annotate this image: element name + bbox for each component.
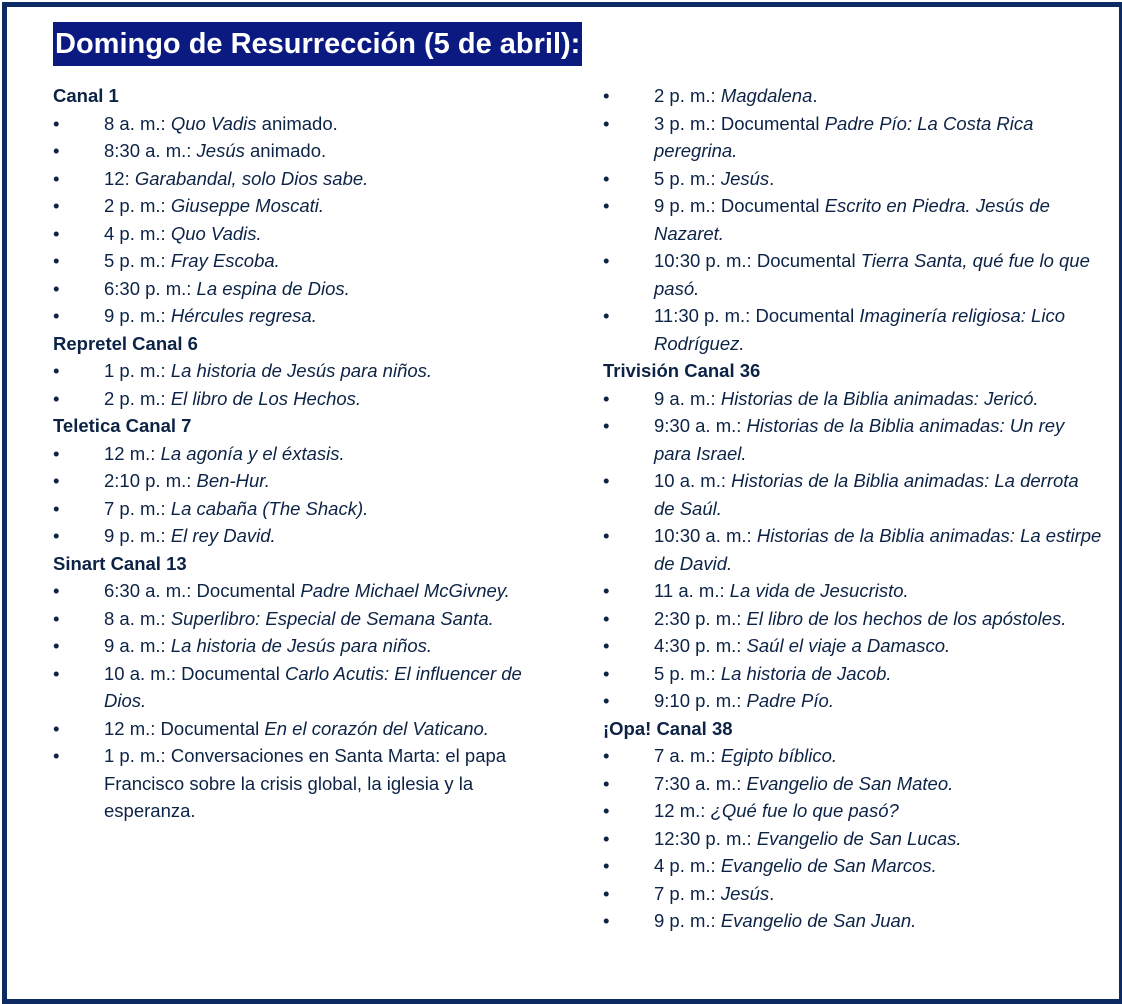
- program-title: En el corazón del Vaticano.: [264, 717, 489, 739]
- schedule-item: [603, 522, 1103, 577]
- schedule-item: [603, 110, 1103, 165]
- schedule-time: 12 m.:: [104, 442, 161, 464]
- schedule-item: [603, 632, 1103, 660]
- program-title: Imaginería religiosa: Lico Rodríguez.: [654, 305, 1065, 354]
- schedule-item: [53, 605, 543, 633]
- schedule-item: [603, 907, 1103, 935]
- bullet-icon: •: [603, 855, 610, 876]
- bullet-icon: •: [603, 167, 610, 189]
- bullet-icon: •: [603, 662, 610, 684]
- program-title: Jesús: [720, 167, 770, 189]
- schedule-item: [53, 715, 543, 743]
- schedule-item: [53, 660, 543, 715]
- bullet-icon: •: [53, 745, 60, 766]
- schedule-time: 7:30 a. m.:: [654, 772, 747, 794]
- program-suffix: .: [769, 882, 775, 904]
- schedule-time: 5 p. m.:: [654, 662, 721, 684]
- schedule-time: 5 p. m.:: [104, 250, 171, 271]
- schedule-time: 9 p. m.:: [104, 525, 171, 546]
- bullet-icon: •: [53, 662, 60, 684]
- channel-section: [603, 82, 1103, 357]
- schedule-time: 2 p. m.:: [104, 195, 171, 216]
- schedule-time: 2 p. m.:: [654, 85, 721, 106]
- schedule-time: 10 a. m.:: [654, 470, 732, 491]
- program-title: Superlibro: Especial de Semana Santa.: [170, 607, 494, 629]
- bullet-icon: •: [53, 195, 60, 216]
- schedule-time: 6:30 p. m.:: [104, 277, 197, 299]
- bullet-icon: •: [603, 195, 610, 216]
- page-title: Domingo de Resurrección (5 de abril):: [53, 22, 582, 66]
- program-title: La cabaña (The Shack).: [170, 497, 369, 519]
- schedule-time: 7 p. m.:: [104, 497, 171, 519]
- bullet-icon: •: [53, 525, 60, 546]
- schedule-item: [603, 302, 1103, 357]
- bullet-icon: •: [53, 167, 60, 189]
- program-title: El libro de los hechos de los apóstoles.: [746, 607, 1067, 629]
- schedule-item: [603, 192, 1103, 247]
- schedule-item: [603, 605, 1103, 633]
- schedule-time: 2:30 p. m.:: [654, 607, 747, 629]
- schedule-time: 3 p. m.: Documental: [654, 112, 825, 134]
- schedule-time: 9:30 a. m.:: [654, 415, 747, 436]
- bullet-icon: •: [53, 635, 60, 656]
- channel-section: [53, 330, 543, 413]
- bullet-icon: •: [603, 112, 610, 134]
- bullet-icon: •: [603, 772, 610, 794]
- channel-section: [603, 715, 1103, 935]
- program-title: Magdalena: [720, 85, 813, 106]
- schedule-time: 1 p. m.:: [104, 360, 171, 381]
- schedule-item: [53, 577, 543, 605]
- program-title: Tierra Santa, qué fue lo que pasó.: [654, 250, 1090, 299]
- schedule-item: [603, 880, 1103, 908]
- program-title: La agonía y el éxtasis.: [160, 442, 345, 464]
- bullet-icon: •: [53, 250, 60, 271]
- program-suffix: .: [769, 167, 775, 189]
- schedule-item: [53, 165, 543, 193]
- bullet-icon: •: [53, 140, 60, 161]
- bullet-icon: •: [603, 305, 610, 326]
- schedule-time: 9 a. m.:: [654, 387, 721, 409]
- program-title: Historias de la Biblia animadas: La estirpe de David.: [654, 525, 1102, 574]
- schedule-item: [603, 742, 1103, 770]
- program-title: La historia de Jesús para niños.: [170, 635, 433, 656]
- schedule-time: 8 a. m.:: [104, 112, 171, 134]
- program-title: Saúl el viaje a Damasco.: [746, 635, 951, 656]
- schedule-item: [53, 632, 543, 660]
- program-title: Historias de la Biblia animadas: Jericó.: [720, 387, 1039, 409]
- bullet-icon: •: [603, 580, 610, 601]
- schedule-item: [603, 770, 1103, 798]
- schedule-item: [603, 82, 1103, 110]
- program-suffix: animado.: [256, 112, 338, 134]
- bullet-icon: •: [603, 85, 610, 106]
- bullet-icon: •: [603, 470, 610, 491]
- schedule-item: [603, 825, 1103, 853]
- bullet-icon: •: [53, 470, 60, 491]
- schedule-time: 10:30 p. m.: Documental: [654, 250, 861, 271]
- schedule-time: 12:30 p. m.:: [654, 827, 757, 849]
- schedule-time: 1 p. m.: Conversaciones en Santa Marta: el papa Francisco sobre la crisis global, la iglesia y la esperanza.: [104, 745, 507, 821]
- bullet-icon: •: [53, 305, 60, 326]
- schedule-item: [53, 357, 543, 385]
- schedule-time: 8 a. m.:: [104, 607, 171, 629]
- bullet-icon: •: [603, 800, 610, 821]
- program-suffix: animado.: [244, 140, 327, 161]
- channel-heading: Canal 1: [53, 85, 119, 106]
- channel-section: [53, 82, 543, 330]
- schedule-item: [603, 467, 1103, 522]
- schedule-item: [53, 110, 543, 138]
- schedule-item: [603, 687, 1103, 715]
- schedule-time: 2:10 p. m.:: [104, 470, 197, 491]
- schedule-item: [53, 192, 543, 220]
- bullet-icon: •: [603, 635, 610, 656]
- schedule-item: [603, 797, 1103, 825]
- schedule-time: 9 p. m.: Documental: [654, 195, 825, 216]
- schedule-time: 8:30 a. m.:: [104, 140, 197, 161]
- program-title: Evangelio de San Mateo.: [746, 772, 954, 794]
- bullet-icon: •: [603, 387, 610, 409]
- schedule-item: [53, 137, 543, 165]
- schedule-time: 11 a. m.:: [654, 580, 730, 601]
- program-title: Fray Escoba.: [170, 250, 280, 271]
- schedule-time: 12:: [104, 167, 135, 189]
- bullet-icon: •: [53, 497, 60, 519]
- bullet-icon: •: [53, 387, 60, 409]
- program-title: Padre Pío: La Costa Rica peregrina.: [654, 112, 1034, 161]
- program-title: La espina de Dios.: [196, 277, 350, 299]
- schedule-item: [53, 742, 543, 825]
- bullet-icon: •: [53, 717, 60, 739]
- program-title: ¿Qué fue lo que pasó?: [710, 800, 899, 821]
- schedule-time: 4:30 p. m.:: [654, 635, 747, 656]
- bullet-icon: •: [53, 442, 60, 464]
- channel-section: [53, 550, 543, 825]
- schedule-time: 11:30 p. m.: Documental: [654, 305, 860, 326]
- schedule-time: 5 p. m.:: [654, 167, 721, 189]
- schedule-time: 9:10 p. m.:: [654, 690, 747, 711]
- schedule-time: 12 m.: Documental: [104, 717, 265, 739]
- program-title: Evangelio de San Juan.: [720, 910, 917, 931]
- schedule-item: [53, 220, 543, 248]
- schedule-item: [53, 275, 543, 303]
- schedule-item: [53, 522, 543, 550]
- schedule-item: [53, 302, 543, 330]
- schedule-time: 4 p. m.:: [654, 855, 721, 876]
- program-title: Hércules regresa.: [170, 305, 317, 326]
- program-title: Garabandal, solo Dios sabe.: [134, 167, 369, 189]
- schedule-item: [53, 495, 543, 523]
- bullet-icon: •: [603, 690, 610, 711]
- program-title: Evangelio de San Lucas.: [756, 827, 962, 849]
- program-title: El rey David.: [170, 525, 276, 546]
- channel-heading: Sinart Canal 13: [53, 552, 187, 574]
- schedule-time: 2 p. m.:: [104, 387, 171, 409]
- program-title: Jesús: [196, 140, 245, 161]
- bullet-icon: •: [603, 250, 610, 271]
- channel-heading: Teletica Canal 7: [53, 415, 192, 436]
- schedule-time: 10:30 a. m.:: [654, 525, 757, 546]
- bullet-icon: •: [53, 360, 60, 381]
- program-title: Quo Vadis: [170, 112, 257, 134]
- bullet-icon: •: [603, 745, 610, 766]
- program-title: Carlo Acutis: El influencer de Dios.: [104, 662, 522, 711]
- program-title: Escrito en Piedra. Jesús de Nazaret.: [654, 195, 1050, 244]
- schedule-time: 9 p. m.:: [654, 910, 721, 931]
- channel-section: [603, 357, 1103, 715]
- program-title: La historia de Jacob.: [720, 662, 892, 684]
- program-title: Giuseppe Moscati.: [170, 195, 325, 216]
- bullet-icon: •: [603, 910, 610, 931]
- schedule-time: 6:30 a. m.: Documental: [104, 580, 301, 601]
- schedule-item: [603, 165, 1103, 193]
- channel-heading: ¡Opa! Canal 38: [603, 717, 733, 739]
- program-title: Historias de la Biblia animadas: Un rey para Israel.: [654, 415, 1065, 464]
- bullet-icon: •: [53, 607, 60, 629]
- schedule-item: [603, 660, 1103, 688]
- program-title: La historia de Jesús para niños.: [170, 360, 433, 381]
- channel-heading: Repretel Canal 6: [53, 332, 198, 354]
- schedule-item: [53, 467, 543, 495]
- schedule-item: [603, 577, 1103, 605]
- channel-heading: Trivisión Canal 36: [603, 360, 761, 381]
- schedule-item: [53, 385, 543, 413]
- program-title: Padre Pío.: [746, 690, 834, 711]
- bullet-icon: •: [53, 112, 60, 134]
- program-title: Jesús: [720, 882, 770, 904]
- schedule-item: [53, 247, 543, 275]
- program-title: El libro de Los Hechos.: [170, 387, 362, 409]
- program-title: Ben-Hur.: [196, 470, 270, 491]
- program-title: Padre Michael McGivney.: [300, 580, 510, 601]
- program-title: La vida de Jesucristo.: [729, 580, 909, 601]
- schedule-time: 4 p. m.:: [104, 222, 171, 244]
- schedule-time: 12 m.:: [654, 800, 711, 821]
- schedule-time: 10 a. m.: Documental: [104, 662, 285, 684]
- program-title: Historias de la Biblia animadas: La derrota de Saúl.: [654, 470, 1079, 519]
- schedule-item: [53, 440, 543, 468]
- bullet-icon: •: [603, 827, 610, 849]
- schedule-item: [603, 385, 1103, 413]
- program-title: Quo Vadis.: [170, 222, 262, 244]
- bullet-icon: •: [603, 415, 610, 436]
- program-title: Egipto bíblico.: [720, 745, 838, 766]
- schedule-time: 9 a. m.:: [104, 635, 171, 656]
- bullet-icon: •: [53, 277, 60, 299]
- schedule-item: [603, 247, 1103, 302]
- bullet-icon: •: [53, 222, 60, 244]
- schedule-time: 7 a. m.:: [654, 745, 721, 766]
- right-column: [603, 82, 1103, 935]
- program-title: Evangelio de San Marcos.: [720, 855, 937, 876]
- program-suffix: .: [812, 85, 818, 106]
- schedule-item: [603, 852, 1103, 880]
- schedule-time: 7 p. m.:: [654, 882, 721, 904]
- channel-section: [53, 412, 543, 550]
- bullet-icon: •: [603, 882, 610, 904]
- bullet-icon: •: [603, 607, 610, 629]
- schedule-time: 9 p. m.:: [104, 305, 171, 326]
- schedule-item: [603, 412, 1103, 467]
- left-column: [53, 82, 543, 825]
- bullet-icon: •: [603, 525, 610, 546]
- bullet-icon: •: [53, 580, 60, 601]
